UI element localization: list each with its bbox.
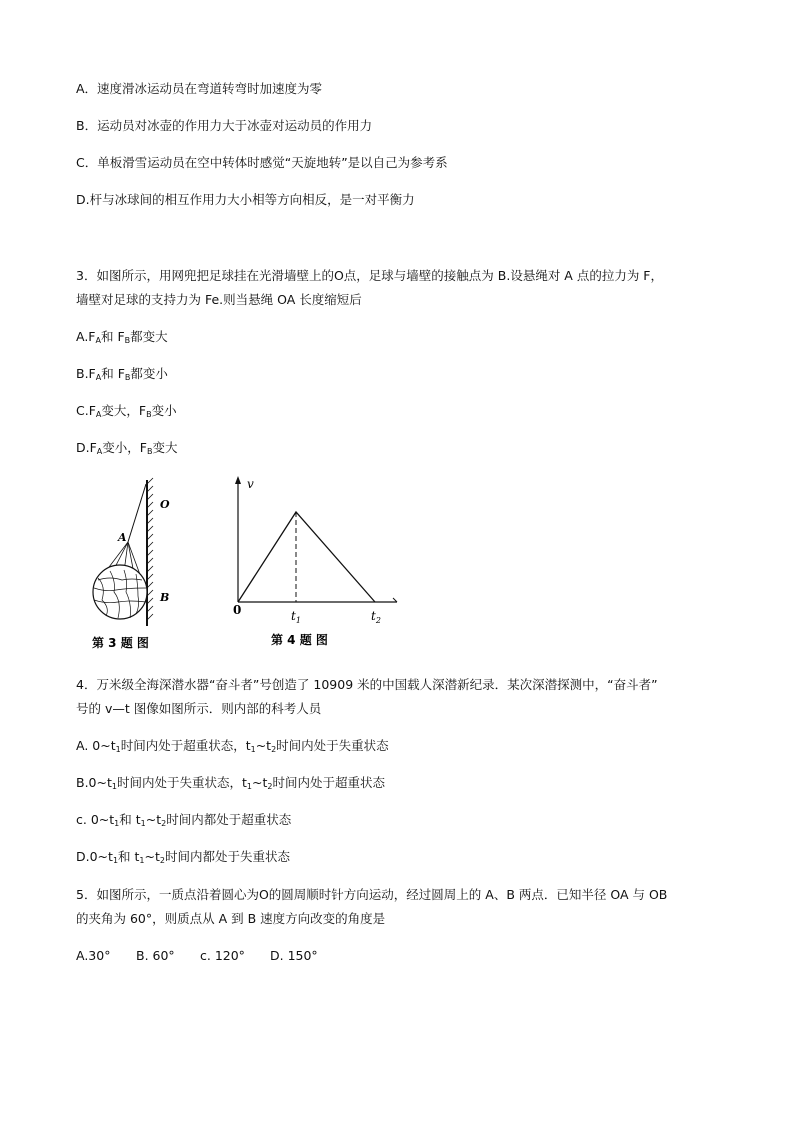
q4-option-c: c. $0\sim t_1$和 $t_1\sim t_2$时间内都处于超重状态: [76, 812, 292, 828]
q4-option-b: $B.0\sim t_1$时间内处于失重状态，$t_1\sim t_2$时间内处于超重状态: [76, 775, 385, 791]
q4-stem-line2: 号的 v—t 图像如图所示．则内部的科考人员: [76, 701, 322, 716]
figure-3-ball-net: [76, 476, 186, 656]
fig4-label-v: v: [247, 477, 254, 491]
q3-option-c: $C.F_A$变大，$F_B$变小: [76, 403, 177, 419]
q3-option-a: $A.F_A$和 $F_B$都变大: [76, 329, 168, 345]
q2-option-c: C．单板滑雪运动员在空中转体时感觉“天旋地转”是以自己为参考系: [76, 155, 448, 170]
q5-stem-line2: 的夹角为 60°，则质点从 A 到 B 速度方向改变的角度是: [76, 911, 386, 926]
q2-option-b: B．运动员对冰壶的作用力大于冰壶对运动员的作用力: [76, 118, 373, 133]
fig3-caption: 第 3 题 图: [92, 636, 149, 650]
q5-stem-line1: 5．如图所示，一质点沿着圆心为O的圆周顺时针方向运动，经过圆周上的 A、B 两点．已知半径 OA 与 OB: [76, 887, 668, 902]
fig4-label-origin: 0: [233, 603, 242, 617]
q2-option-a: A．速度滑冰运动员在弯道转弯时加速度为零: [76, 81, 323, 96]
q5-option-a: A.30°: [76, 948, 111, 963]
fig3-label-b: B: [160, 591, 170, 604]
fig4-label-t1: $t_1$: [291, 609, 301, 625]
q3-stem-line1: 3．如图所示，用网兜把足球挂在光滑墙壁上的O点，足球与墙壁的接触点为 B.设悬绳对 A 点的拉力为 F，: [76, 268, 663, 283]
fig4-caption: 第 4 题 图: [271, 633, 328, 647]
q2-option-d: D.杆与冰球间的相互作用力大小相等方向相反，是一对平衡力: [76, 192, 415, 207]
fig3-label-o: O: [160, 498, 170, 511]
q5-option-d: D. 150°: [270, 948, 318, 963]
fig4-label-t2: $t_2$: [371, 609, 381, 625]
q3-stem-line2: 墙壁对足球的支持力为 Fe.则当悬绳 OA 长度缩短后: [76, 292, 362, 307]
q3-option-b: $B.F_A$和 $F_B$都变小: [76, 366, 168, 382]
figure-4-vt-graph: [225, 474, 405, 656]
q4-option-a: A. $0\sim t_1$时间内处于超重状态，$t_1\sim t_2$时间内处于失重状态: [76, 738, 389, 754]
q5-options: [76, 948, 318, 964]
q5-option-c: c. 120°: [200, 948, 245, 963]
q4-option-d: $D.0\sim t_1$和 $t_1\sim t_2$时间内都处于失重状态: [76, 849, 290, 865]
q3-option-d: $D.F_A$变小，$F_B$变大: [76, 440, 178, 456]
q4-stem-line1: 4．万米级全海深潜水器“奋斗者”号创造了 10909 米的中国载人深潜新纪录．某次深潜探测中，“奋斗者”: [76, 677, 658, 692]
fig3-label-a: A: [118, 531, 127, 544]
q5-option-b: B. 60°: [136, 948, 175, 963]
